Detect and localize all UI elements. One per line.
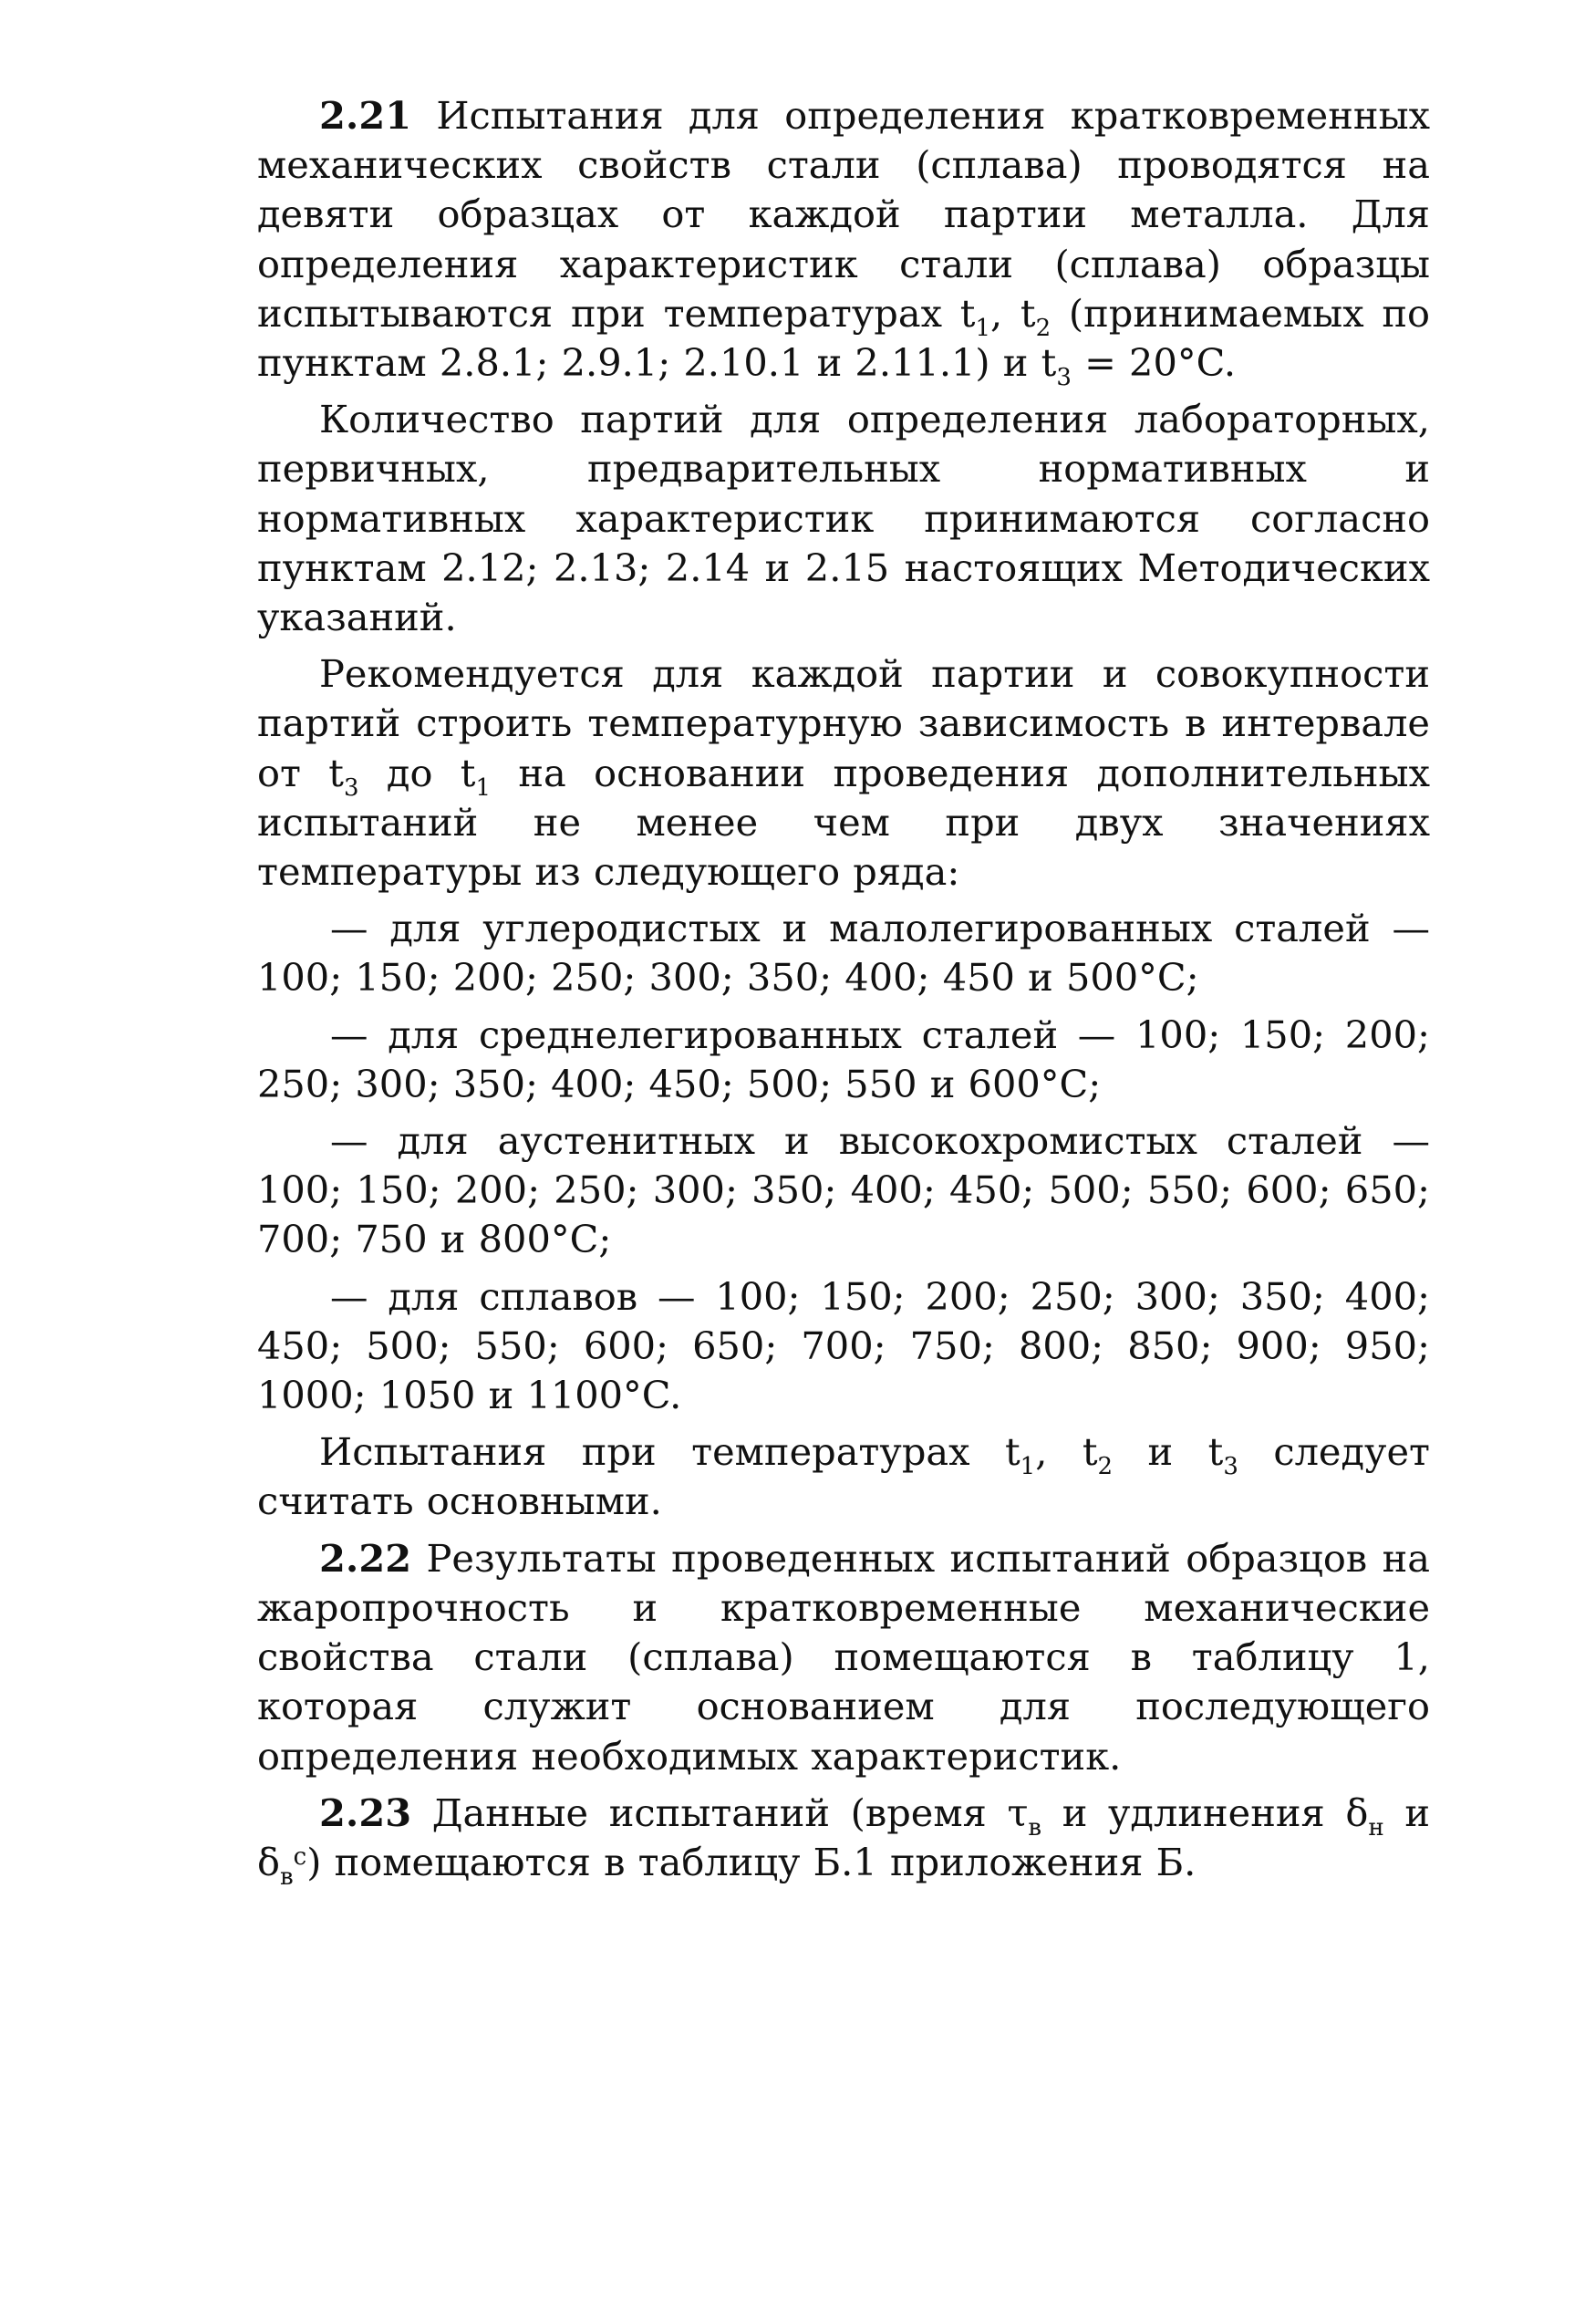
subscript: 2 — [1097, 1453, 1114, 1481]
paragraph-2-22 — [257, 1534, 1430, 1781]
paragraph-main-tests — [257, 1427, 1430, 1526]
paragraph-text: следует считать основными. — [257, 1429, 1430, 1524]
superscript: с — [293, 1842, 307, 1871]
paragraph-text: Испытания для определения кратковременных механических свойств стали (сплава) проводятся на девяти образцах от каждой партии металла. Для определения характеристик стали (сплава) образцы испытываются при температурах t — [257, 93, 1430, 336]
list-item: — для среднелегированных сталей — 100; 150; 200; 250; 300; 350; 400; 450; 500; 550 и 600°C; — [257, 1012, 1430, 1106]
subscript: 1 — [1020, 1453, 1036, 1481]
paragraph-text: Результаты проведенных испытаний образцов на жаропрочность и кратковременные механические свойства стали (сплава) помещаются в таблицу 1, которая служит основанием для последующего определения необходимых характеристик. — [257, 1535, 1430, 1779]
paragraph-2-23 — [257, 1789, 1431, 1891]
subscript: в — [280, 1862, 294, 1891]
paragraph-text: ) помещаются в таблицу Б.1 приложения Б. — [306, 1839, 1197, 1884]
paragraph-text: , t — [989, 290, 1036, 336]
subscript: 1 — [975, 314, 990, 342]
subscript: 3 — [1223, 1453, 1238, 1481]
paragraph-text: и δ — [257, 1790, 1431, 1884]
subscript: в — [1028, 1813, 1042, 1842]
paragraph-text: = 20°C. — [1071, 340, 1237, 386]
subscript: 3 — [1056, 364, 1072, 392]
clause-number: 2.22 — [319, 1535, 412, 1581]
paragraph-text: и удлинения δ — [1041, 1790, 1369, 1835]
clause-number: 2.21 — [319, 93, 412, 138]
paragraph-text: и t — [1113, 1429, 1224, 1475]
paragraph-text: до t — [358, 750, 476, 795]
paragraph-text: (принимаемых по пунктам 2.8.1; 2.9.1; 2.10.1 и 2.11.1) и t — [257, 290, 1430, 386]
document-page — [257, 91, 1430, 1894]
paragraph-batch-count: Количество партий для определения лабораторных, первичных, предварительных нормативных и нормативных характеристик принимаются согласно пунктам 2.12; 2.13; 2.14 и 2.15 настоящих Методических указаний. — [257, 397, 1430, 640]
paragraph-2-21 — [257, 91, 1430, 392]
paragraph-text: Данные испытаний (время τ — [411, 1790, 1029, 1835]
subscript: 1 — [475, 773, 492, 802]
paragraph-recommendation — [257, 649, 1430, 897]
paragraph-text: на основании проведения дополнительных испытаний не менее чем при двух значениях температуры из следующего ряда: — [257, 750, 1430, 895]
paragraph-text: Рекомендуется для каждой партии и совокупности партий строить температурную зависимость в интервале от t — [257, 651, 1430, 795]
paragraph-text: , t — [1035, 1429, 1098, 1475]
subscript: 3 — [343, 773, 359, 802]
list-item: — для сплавов — 100; 150; 200; 250; 300; 350; 400; 450; 500; 550; 600; 650; 700; 750; 800; 850; 900; 950; 1000; 1050 и 1100°C. — [257, 1273, 1430, 1418]
list-item: — для углеродистых и малолегированных сталей — 100; 150; 200; 250; 300; 350; 400; 450 и 500°C; — [257, 906, 1430, 1001]
paragraph-text: Испытания при температурах t — [319, 1429, 1020, 1475]
list-item: — для аустенитных и высокохромистых сталей — 100; 150; 200; 250; 300; 350; 400; 450; 500; 550; 600; 650; 700; 750 и 800°C; — [257, 1118, 1430, 1262]
clause-number: 2.23 — [319, 1790, 412, 1835]
subscript: 2 — [1035, 314, 1051, 342]
subscript: н — [1368, 1813, 1384, 1842]
